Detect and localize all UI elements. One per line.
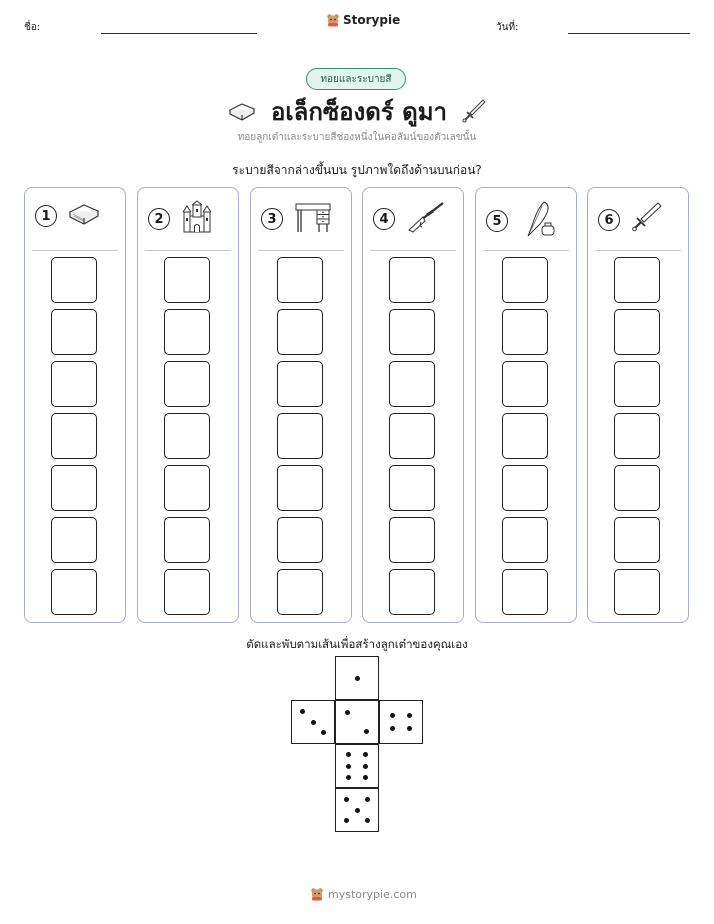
color-cell[interactable] bbox=[277, 569, 323, 615]
color-cell[interactable] bbox=[164, 309, 210, 355]
color-cell[interactable] bbox=[502, 465, 548, 511]
die-pip bbox=[363, 752, 368, 757]
die-pip bbox=[390, 726, 395, 731]
color-cell[interactable] bbox=[277, 413, 323, 459]
color-cell[interactable] bbox=[614, 361, 660, 407]
column-number: 6 bbox=[598, 209, 620, 231]
column-6 bbox=[587, 187, 689, 623]
die-pip bbox=[345, 710, 350, 715]
column-number: 3 bbox=[261, 208, 283, 230]
color-cell[interactable] bbox=[51, 309, 97, 355]
color-cell[interactable] bbox=[614, 569, 660, 615]
column-4 bbox=[362, 187, 464, 623]
castle-icon bbox=[180, 200, 214, 238]
die-face-3 bbox=[291, 700, 335, 744]
color-cell[interactable] bbox=[389, 517, 435, 563]
color-cell[interactable] bbox=[389, 465, 435, 511]
die-pip bbox=[355, 808, 360, 813]
color-cell[interactable] bbox=[389, 309, 435, 355]
column-2 bbox=[137, 187, 239, 623]
color-cell[interactable] bbox=[277, 257, 323, 303]
color-cell[interactable] bbox=[389, 413, 435, 459]
bear-icon bbox=[326, 13, 340, 27]
brand-name: Storypie bbox=[343, 13, 401, 27]
column-divider bbox=[32, 250, 118, 251]
brand-logo bbox=[326, 13, 400, 27]
quill-inkwell-icon bbox=[518, 200, 558, 242]
color-cell[interactable] bbox=[614, 517, 660, 563]
color-cell[interactable] bbox=[389, 361, 435, 407]
color-cell[interactable] bbox=[502, 361, 548, 407]
color-cell[interactable] bbox=[389, 569, 435, 615]
color-cell[interactable] bbox=[502, 309, 548, 355]
die-pip bbox=[346, 752, 351, 757]
color-cell[interactable] bbox=[277, 361, 323, 407]
die-face-6 bbox=[335, 744, 379, 788]
footer bbox=[310, 887, 417, 901]
column-header bbox=[148, 200, 214, 238]
color-cell[interactable] bbox=[502, 569, 548, 615]
color-cell[interactable] bbox=[51, 517, 97, 563]
writing-desk-icon bbox=[293, 200, 333, 238]
date-line[interactable] bbox=[568, 33, 690, 34]
title-row bbox=[0, 92, 714, 131]
die-pip bbox=[311, 720, 316, 725]
column-number: 2 bbox=[148, 208, 170, 230]
color-cell[interactable] bbox=[277, 309, 323, 355]
color-cell[interactable] bbox=[51, 413, 97, 459]
color-cell[interactable] bbox=[164, 257, 210, 303]
color-cell[interactable] bbox=[164, 465, 210, 511]
column-1 bbox=[24, 187, 126, 623]
color-cell[interactable] bbox=[502, 517, 548, 563]
die-pip bbox=[407, 713, 412, 718]
column-3 bbox=[250, 187, 352, 623]
color-cell[interactable] bbox=[164, 413, 210, 459]
cut-instructions: ตัดและพับตามเส้นเพื่อสร้างลูกเต๋าของคุณเอง bbox=[246, 637, 468, 651]
die-pip bbox=[346, 775, 351, 780]
color-cell[interactable] bbox=[277, 465, 323, 511]
die-pip bbox=[390, 713, 395, 718]
die-pip bbox=[355, 676, 360, 681]
color-cell[interactable] bbox=[277, 517, 323, 563]
color-cell[interactable] bbox=[502, 257, 548, 303]
die-face-5 bbox=[335, 788, 379, 832]
die-pip bbox=[363, 764, 368, 769]
die-pip bbox=[363, 775, 368, 780]
color-cell[interactable] bbox=[389, 257, 435, 303]
column-divider bbox=[483, 250, 569, 251]
book-icon bbox=[67, 200, 101, 232]
die-face-4 bbox=[379, 700, 423, 744]
color-cell[interactable] bbox=[614, 465, 660, 511]
footer-url: mystorypie.com bbox=[328, 887, 417, 901]
color-cell[interactable] bbox=[614, 413, 660, 459]
bear-icon bbox=[310, 887, 324, 901]
subtitle: ทอยลูกเต๋าและระบายสีช่องหนึ่งในคอลัมน์ของตัวเลขนั้น bbox=[237, 132, 477, 143]
page-title: อเล็กซ็องดร์ ดูมา bbox=[271, 98, 447, 126]
die-pip bbox=[321, 730, 326, 735]
column-header bbox=[373, 200, 445, 238]
die-pip bbox=[344, 797, 349, 802]
die-pip bbox=[344, 818, 349, 823]
die-pip bbox=[346, 764, 351, 769]
name-label: ชื่อ: bbox=[24, 22, 41, 33]
color-cell[interactable] bbox=[614, 309, 660, 355]
die-pip bbox=[365, 818, 370, 823]
color-cell[interactable] bbox=[164, 517, 210, 563]
book-icon bbox=[227, 101, 257, 123]
column-header bbox=[35, 200, 101, 232]
activity-tag: ทอยและระบายสี bbox=[306, 68, 406, 90]
color-cell[interactable] bbox=[164, 361, 210, 407]
sword-icon bbox=[461, 98, 487, 126]
die-pip bbox=[300, 709, 305, 714]
color-cell[interactable] bbox=[51, 257, 97, 303]
color-cell[interactable] bbox=[502, 413, 548, 459]
musket-icon bbox=[405, 200, 445, 238]
question: ระบายสีจากล่างขึ้นบน รูปภาพใดถึงด้านบนก่อน? bbox=[232, 163, 482, 177]
name-line[interactable] bbox=[101, 33, 257, 34]
column-header bbox=[261, 200, 333, 238]
column-divider bbox=[258, 250, 344, 251]
column-number: 5 bbox=[486, 210, 508, 232]
column-divider bbox=[145, 250, 231, 251]
column-divider bbox=[370, 250, 456, 251]
die-pip bbox=[365, 797, 370, 802]
column-divider bbox=[595, 250, 681, 251]
color-cell[interactable] bbox=[164, 569, 210, 615]
column-header bbox=[598, 200, 664, 240]
color-cell[interactable] bbox=[51, 569, 97, 615]
sword-icon bbox=[630, 200, 664, 240]
die-pip bbox=[364, 729, 369, 734]
column-header bbox=[486, 200, 558, 242]
die-pip bbox=[407, 726, 412, 731]
color-cell[interactable] bbox=[614, 257, 660, 303]
column-number: 4 bbox=[373, 208, 395, 230]
color-cell[interactable] bbox=[51, 361, 97, 407]
die-face-2 bbox=[335, 700, 379, 744]
die-face-1 bbox=[335, 656, 379, 700]
column-5 bbox=[475, 187, 577, 623]
date-label: วันที่: bbox=[496, 22, 519, 33]
color-cell[interactable] bbox=[51, 465, 97, 511]
column-number: 1 bbox=[35, 205, 57, 227]
